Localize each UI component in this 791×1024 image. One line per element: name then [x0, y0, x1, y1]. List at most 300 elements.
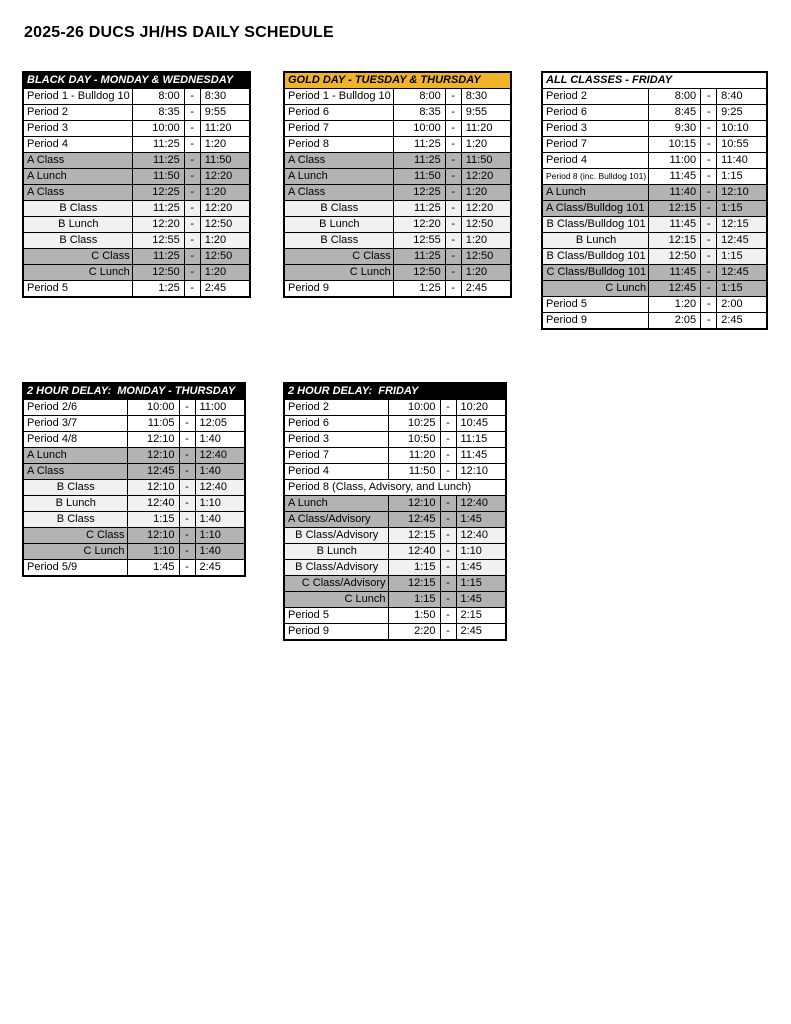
row-label: Period 8: [284, 137, 393, 153]
row-label: Period 4: [284, 464, 388, 480]
time-range-dash: -: [184, 169, 200, 185]
start-time: 11:40: [649, 185, 701, 201]
table-row: [23, 281, 250, 298]
end-time: 2:00: [717, 297, 767, 313]
time-range-dash: -: [179, 432, 195, 448]
start-time: 11:00: [649, 153, 701, 169]
table-row: [23, 480, 245, 496]
table-row: [284, 496, 506, 512]
row-label: Period 9: [284, 624, 388, 641]
table-row: [23, 560, 245, 577]
start-time: 12:45: [127, 464, 179, 480]
end-time: 1:20: [461, 185, 511, 201]
end-time: 10:20: [456, 400, 506, 416]
row-label: Period 5/9: [23, 560, 127, 577]
end-time: 10:45: [456, 416, 506, 432]
row-label: B Lunch: [23, 496, 127, 512]
table-row: [284, 249, 511, 265]
time-range-dash: -: [440, 416, 456, 432]
table-row: [284, 153, 511, 169]
start-time: 1:10: [127, 544, 179, 560]
row-label: Period 2: [284, 400, 388, 416]
table-row: [284, 432, 506, 448]
table-row: [23, 249, 250, 265]
time-range-dash: -: [440, 576, 456, 592]
start-time: 12:20: [132, 217, 184, 233]
start-time: 8:00: [393, 89, 445, 105]
table-header-row: [284, 383, 506, 400]
end-time: 1:20: [461, 265, 511, 281]
row-label: A Class: [284, 185, 393, 201]
time-range-dash: -: [445, 105, 461, 121]
start-time: 11:05: [127, 416, 179, 432]
end-time: 12:05: [195, 416, 245, 432]
table-row: [284, 576, 506, 592]
end-time: 1:15: [456, 576, 506, 592]
start-time: 12:10: [127, 528, 179, 544]
end-time: 12:50: [461, 217, 511, 233]
time-range-dash: -: [440, 592, 456, 608]
end-time: 11:15: [456, 432, 506, 448]
start-time: 12:50: [393, 265, 445, 281]
page-title: 2025-26 DUCS JH/HS DAILY SCHEDULE: [24, 24, 334, 41]
table-row: [542, 265, 767, 281]
table-row: [542, 153, 767, 169]
row-label: C Lunch: [542, 281, 649, 297]
start-time: 10:25: [388, 416, 440, 432]
start-time: 12:40: [127, 496, 179, 512]
end-time: 1:40: [195, 464, 245, 480]
end-time: 2:45: [195, 560, 245, 577]
table-row: [23, 105, 250, 121]
table-row: [284, 560, 506, 576]
start-time: 12:55: [393, 233, 445, 249]
end-time: 12:45: [717, 233, 767, 249]
time-range-dash: -: [440, 544, 456, 560]
row-label: Period 9: [284, 281, 393, 298]
end-time: 9:55: [200, 105, 250, 121]
row-label: C Class: [284, 249, 393, 265]
time-range-dash: -: [184, 201, 200, 217]
time-range-dash: -: [440, 400, 456, 416]
time-range-dash: -: [445, 249, 461, 265]
end-time: 1:10: [456, 544, 506, 560]
start-time: 12:15: [388, 528, 440, 544]
time-range-dash: -: [445, 281, 461, 298]
end-time: 1:10: [195, 528, 245, 544]
table-row: [284, 281, 511, 298]
row-label: Period 2: [542, 89, 649, 105]
start-time: 12:10: [388, 496, 440, 512]
end-time: 1:20: [200, 265, 250, 281]
end-time: 1:40: [195, 544, 245, 560]
table-row: [23, 528, 245, 544]
start-time: 11:50: [132, 169, 184, 185]
start-time: 8:00: [132, 89, 184, 105]
table-row: [23, 432, 245, 448]
row-label: B Class: [23, 512, 127, 528]
schedule-table-2-hour-delay-friday: [283, 382, 507, 641]
table-row: [542, 185, 767, 201]
schedule-table-gold-day: [283, 71, 512, 298]
table-row: [284, 201, 511, 217]
row-label: B Class/Advisory: [284, 560, 388, 576]
time-range-dash: -: [701, 313, 717, 330]
table-row: [542, 249, 767, 265]
start-time: 11:25: [393, 137, 445, 153]
row-label: A Class: [23, 185, 132, 201]
end-time: 11:40: [717, 153, 767, 169]
time-range-dash: -: [184, 153, 200, 169]
start-time: 8:35: [132, 105, 184, 121]
time-range-dash: -: [184, 89, 200, 105]
schedule-table-2-hour-delay-monday-thursday: [22, 382, 246, 577]
row-label: Period 8 (Class, Advisory, and Lunch): [284, 480, 506, 496]
schedule-table-all-classes-friday: [541, 71, 768, 330]
start-time: 8:45: [649, 105, 701, 121]
row-label: B Class: [23, 201, 132, 217]
start-time: 12:45: [649, 281, 701, 297]
end-time: 12:40: [456, 528, 506, 544]
table-title: 2 HOUR DELAY: FRIDAY: [284, 383, 506, 400]
row-label: C Lunch: [284, 265, 393, 281]
row-label: Period 8 (inc. Bulldog 101): [542, 169, 649, 185]
table-row: [23, 185, 250, 201]
table-row: [542, 105, 767, 121]
time-range-dash: -: [445, 89, 461, 105]
start-time: 11:45: [649, 265, 701, 281]
row-label: Period 2/6: [23, 400, 127, 416]
time-range-dash: -: [701, 121, 717, 137]
time-range-dash: -: [445, 233, 461, 249]
row-label: Period 5: [284, 608, 388, 624]
start-time: 11:50: [388, 464, 440, 480]
time-range-dash: -: [179, 560, 195, 577]
time-range-dash: -: [701, 153, 717, 169]
time-range-dash: -: [701, 105, 717, 121]
row-label: A Lunch: [284, 169, 393, 185]
table-row: [542, 233, 767, 249]
time-range-dash: -: [445, 153, 461, 169]
row-label: Period 2: [23, 105, 132, 121]
row-label: A Lunch: [23, 448, 127, 464]
table-row: [284, 233, 511, 249]
table-row: [284, 185, 511, 201]
row-label: B Class: [23, 233, 132, 249]
end-time: 10:55: [717, 137, 767, 153]
end-time: 12:50: [461, 249, 511, 265]
row-label: B Class/Bulldog 101: [542, 249, 649, 265]
row-label: A Lunch: [23, 169, 132, 185]
time-range-dash: -: [440, 624, 456, 641]
end-time: 1:20: [200, 185, 250, 201]
start-time: 9:30: [649, 121, 701, 137]
row-label: B Lunch: [284, 544, 388, 560]
time-range-dash: -: [445, 265, 461, 281]
row-label: A Class: [23, 153, 132, 169]
time-range-dash: -: [184, 281, 200, 298]
row-label: A Class: [284, 153, 393, 169]
table-row: [23, 496, 245, 512]
table-row: [542, 297, 767, 313]
time-range-dash: -: [179, 496, 195, 512]
start-time: 10:00: [393, 121, 445, 137]
start-time: 12:10: [127, 448, 179, 464]
time-range-dash: -: [179, 464, 195, 480]
end-time: 1:20: [200, 233, 250, 249]
end-time: 1:40: [195, 432, 245, 448]
time-range-dash: -: [179, 544, 195, 560]
table-row: [284, 89, 511, 105]
row-label: A Class: [23, 464, 127, 480]
start-time: 10:00: [127, 400, 179, 416]
end-time: 1:45: [456, 592, 506, 608]
start-time: 1:20: [649, 297, 701, 313]
row-label: Period 5: [23, 281, 132, 298]
time-range-dash: -: [445, 201, 461, 217]
start-time: 12:50: [132, 265, 184, 281]
row-label: Period 4: [542, 153, 649, 169]
end-time: 12:20: [461, 169, 511, 185]
end-time: 12:15: [717, 217, 767, 233]
table-title: GOLD DAY - TUESDAY & THURSDAY: [284, 72, 511, 89]
table-row: [284, 217, 511, 233]
row-label: Period 4/8: [23, 432, 127, 448]
start-time: 12:55: [132, 233, 184, 249]
table-row: [284, 105, 511, 121]
end-time: 1:15: [717, 281, 767, 297]
start-time: 1:25: [393, 281, 445, 298]
start-time: 11:50: [393, 169, 445, 185]
table-row: [284, 448, 506, 464]
end-time: 1:15: [717, 169, 767, 185]
table-row: [284, 512, 506, 528]
start-time: 10:00: [132, 121, 184, 137]
start-time: 1:15: [388, 592, 440, 608]
table-row: [23, 400, 245, 416]
time-range-dash: -: [440, 448, 456, 464]
end-time: 2:45: [461, 281, 511, 298]
end-time: 12:20: [200, 201, 250, 217]
table-header-row: [23, 72, 250, 89]
end-time: 11:50: [461, 153, 511, 169]
time-range-dash: -: [701, 185, 717, 201]
time-range-dash: -: [184, 265, 200, 281]
end-time: 11:20: [461, 121, 511, 137]
time-range-dash: -: [184, 249, 200, 265]
end-time: 1:15: [717, 201, 767, 217]
start-time: 11:25: [132, 137, 184, 153]
end-time: 1:10: [195, 496, 245, 512]
table-row: [284, 137, 511, 153]
table-row: [23, 89, 250, 105]
start-time: 11:45: [649, 217, 701, 233]
time-range-dash: -: [445, 185, 461, 201]
time-range-dash: -: [184, 137, 200, 153]
table-row: [23, 448, 245, 464]
time-range-dash: -: [184, 217, 200, 233]
start-time: 11:25: [393, 153, 445, 169]
row-label: A Lunch: [542, 185, 649, 201]
table-row: [23, 416, 245, 432]
table-title: 2 HOUR DELAY: MONDAY - THURSDAY: [23, 383, 245, 400]
end-time: 2:45: [717, 313, 767, 330]
start-time: 12:50: [649, 249, 701, 265]
table-row: [284, 480, 506, 496]
time-range-dash: -: [440, 496, 456, 512]
start-time: 11:25: [132, 153, 184, 169]
table-row: [284, 416, 506, 432]
end-time: 8:30: [461, 89, 511, 105]
start-time: 12:10: [127, 480, 179, 496]
row-label: Period 3: [23, 121, 132, 137]
table-row: [23, 201, 250, 217]
start-time: 1:50: [388, 608, 440, 624]
table-row: [284, 169, 511, 185]
start-time: 2:05: [649, 313, 701, 330]
start-time: 12:15: [649, 201, 701, 217]
start-time: 12:25: [393, 185, 445, 201]
time-range-dash: -: [445, 217, 461, 233]
table-header-row: [23, 383, 245, 400]
table-title: ALL CLASSES - FRIDAY: [542, 72, 767, 89]
time-range-dash: -: [701, 169, 717, 185]
table-row: [542, 89, 767, 105]
end-time: 8:40: [717, 89, 767, 105]
table-row: [23, 544, 245, 560]
end-time: 12:10: [717, 185, 767, 201]
end-time: 12:50: [200, 217, 250, 233]
start-time: 1:15: [127, 512, 179, 528]
start-time: 1:25: [132, 281, 184, 298]
time-range-dash: -: [184, 233, 200, 249]
table-row: [284, 464, 506, 480]
table-row: [542, 137, 767, 153]
row-label: B Class/Bulldog 101: [542, 217, 649, 233]
table-row: [284, 528, 506, 544]
table-row: [284, 121, 511, 137]
start-time: 12:15: [649, 233, 701, 249]
start-time: 12:10: [127, 432, 179, 448]
start-time: 8:35: [393, 105, 445, 121]
end-time: 2:15: [456, 608, 506, 624]
time-range-dash: -: [440, 512, 456, 528]
table-title: BLACK DAY - MONDAY & WEDNESDAY: [23, 72, 250, 89]
start-time: 11:25: [132, 201, 184, 217]
row-label: A Class/Advisory: [284, 512, 388, 528]
table-row: [23, 464, 245, 480]
row-label: C Class: [23, 528, 127, 544]
end-time: 1:45: [456, 512, 506, 528]
table-row: [23, 169, 250, 185]
time-range-dash: -: [179, 448, 195, 464]
end-time: 8:30: [200, 89, 250, 105]
row-label: B Class: [23, 480, 127, 496]
row-label: A Lunch: [284, 496, 388, 512]
start-time: 2:20: [388, 624, 440, 641]
start-time: 11:25: [393, 249, 445, 265]
row-label: Period 7: [284, 448, 388, 464]
row-label: Period 7: [284, 121, 393, 137]
table-row: [23, 217, 250, 233]
start-time: 11:25: [132, 249, 184, 265]
start-time: 10:15: [649, 137, 701, 153]
table-row: [23, 233, 250, 249]
row-label: Period 6: [542, 105, 649, 121]
table-row: [284, 608, 506, 624]
end-time: 2:45: [200, 281, 250, 298]
time-range-dash: -: [184, 105, 200, 121]
end-time: 12:40: [195, 448, 245, 464]
end-time: 10:10: [717, 121, 767, 137]
row-label: B Class: [284, 233, 393, 249]
time-range-dash: -: [179, 480, 195, 496]
time-range-dash: -: [701, 297, 717, 313]
table-row: [542, 217, 767, 233]
time-range-dash: -: [179, 528, 195, 544]
table-header-row: [284, 72, 511, 89]
row-label: B Class/Advisory: [284, 528, 388, 544]
table-row: [542, 313, 767, 330]
end-time: 12:40: [195, 480, 245, 496]
row-label: Period 3: [284, 432, 388, 448]
table-row: [542, 281, 767, 297]
table-row: [284, 265, 511, 281]
row-label: Period 3: [542, 121, 649, 137]
end-time: 12:20: [461, 201, 511, 217]
row-label: C Class: [23, 249, 132, 265]
row-label: Period 9: [542, 313, 649, 330]
end-time: 12:10: [456, 464, 506, 480]
start-time: 12:45: [388, 512, 440, 528]
time-range-dash: -: [440, 560, 456, 576]
end-time: 1:45: [456, 560, 506, 576]
row-label: Period 6: [284, 416, 388, 432]
end-time: 11:20: [200, 121, 250, 137]
row-label: C Lunch: [23, 265, 132, 281]
time-range-dash: -: [701, 89, 717, 105]
start-time: 1:45: [127, 560, 179, 577]
table-header-row: [542, 72, 767, 89]
start-time: 10:00: [388, 400, 440, 416]
table-row: [23, 121, 250, 137]
table-row: [23, 137, 250, 153]
row-label: B Lunch: [542, 233, 649, 249]
row-label: Period 6: [284, 105, 393, 121]
row-label: Period 3/7: [23, 416, 127, 432]
row-label: B Class: [284, 201, 393, 217]
start-time: 11:45: [649, 169, 701, 185]
row-label: C Lunch: [23, 544, 127, 560]
start-time: 10:50: [388, 432, 440, 448]
time-range-dash: -: [179, 400, 195, 416]
end-time: 12:45: [717, 265, 767, 281]
end-time: 11:45: [456, 448, 506, 464]
start-time: 12:40: [388, 544, 440, 560]
end-time: 1:20: [461, 233, 511, 249]
table-row: [23, 512, 245, 528]
row-label: Period 4: [23, 137, 132, 153]
time-range-dash: -: [445, 169, 461, 185]
time-range-dash: -: [701, 281, 717, 297]
end-time: 9:25: [717, 105, 767, 121]
end-time: 1:15: [717, 249, 767, 265]
end-time: 1:20: [461, 137, 511, 153]
table-row: [284, 544, 506, 560]
end-time: 12:20: [200, 169, 250, 185]
table-row: [542, 121, 767, 137]
time-range-dash: -: [701, 217, 717, 233]
